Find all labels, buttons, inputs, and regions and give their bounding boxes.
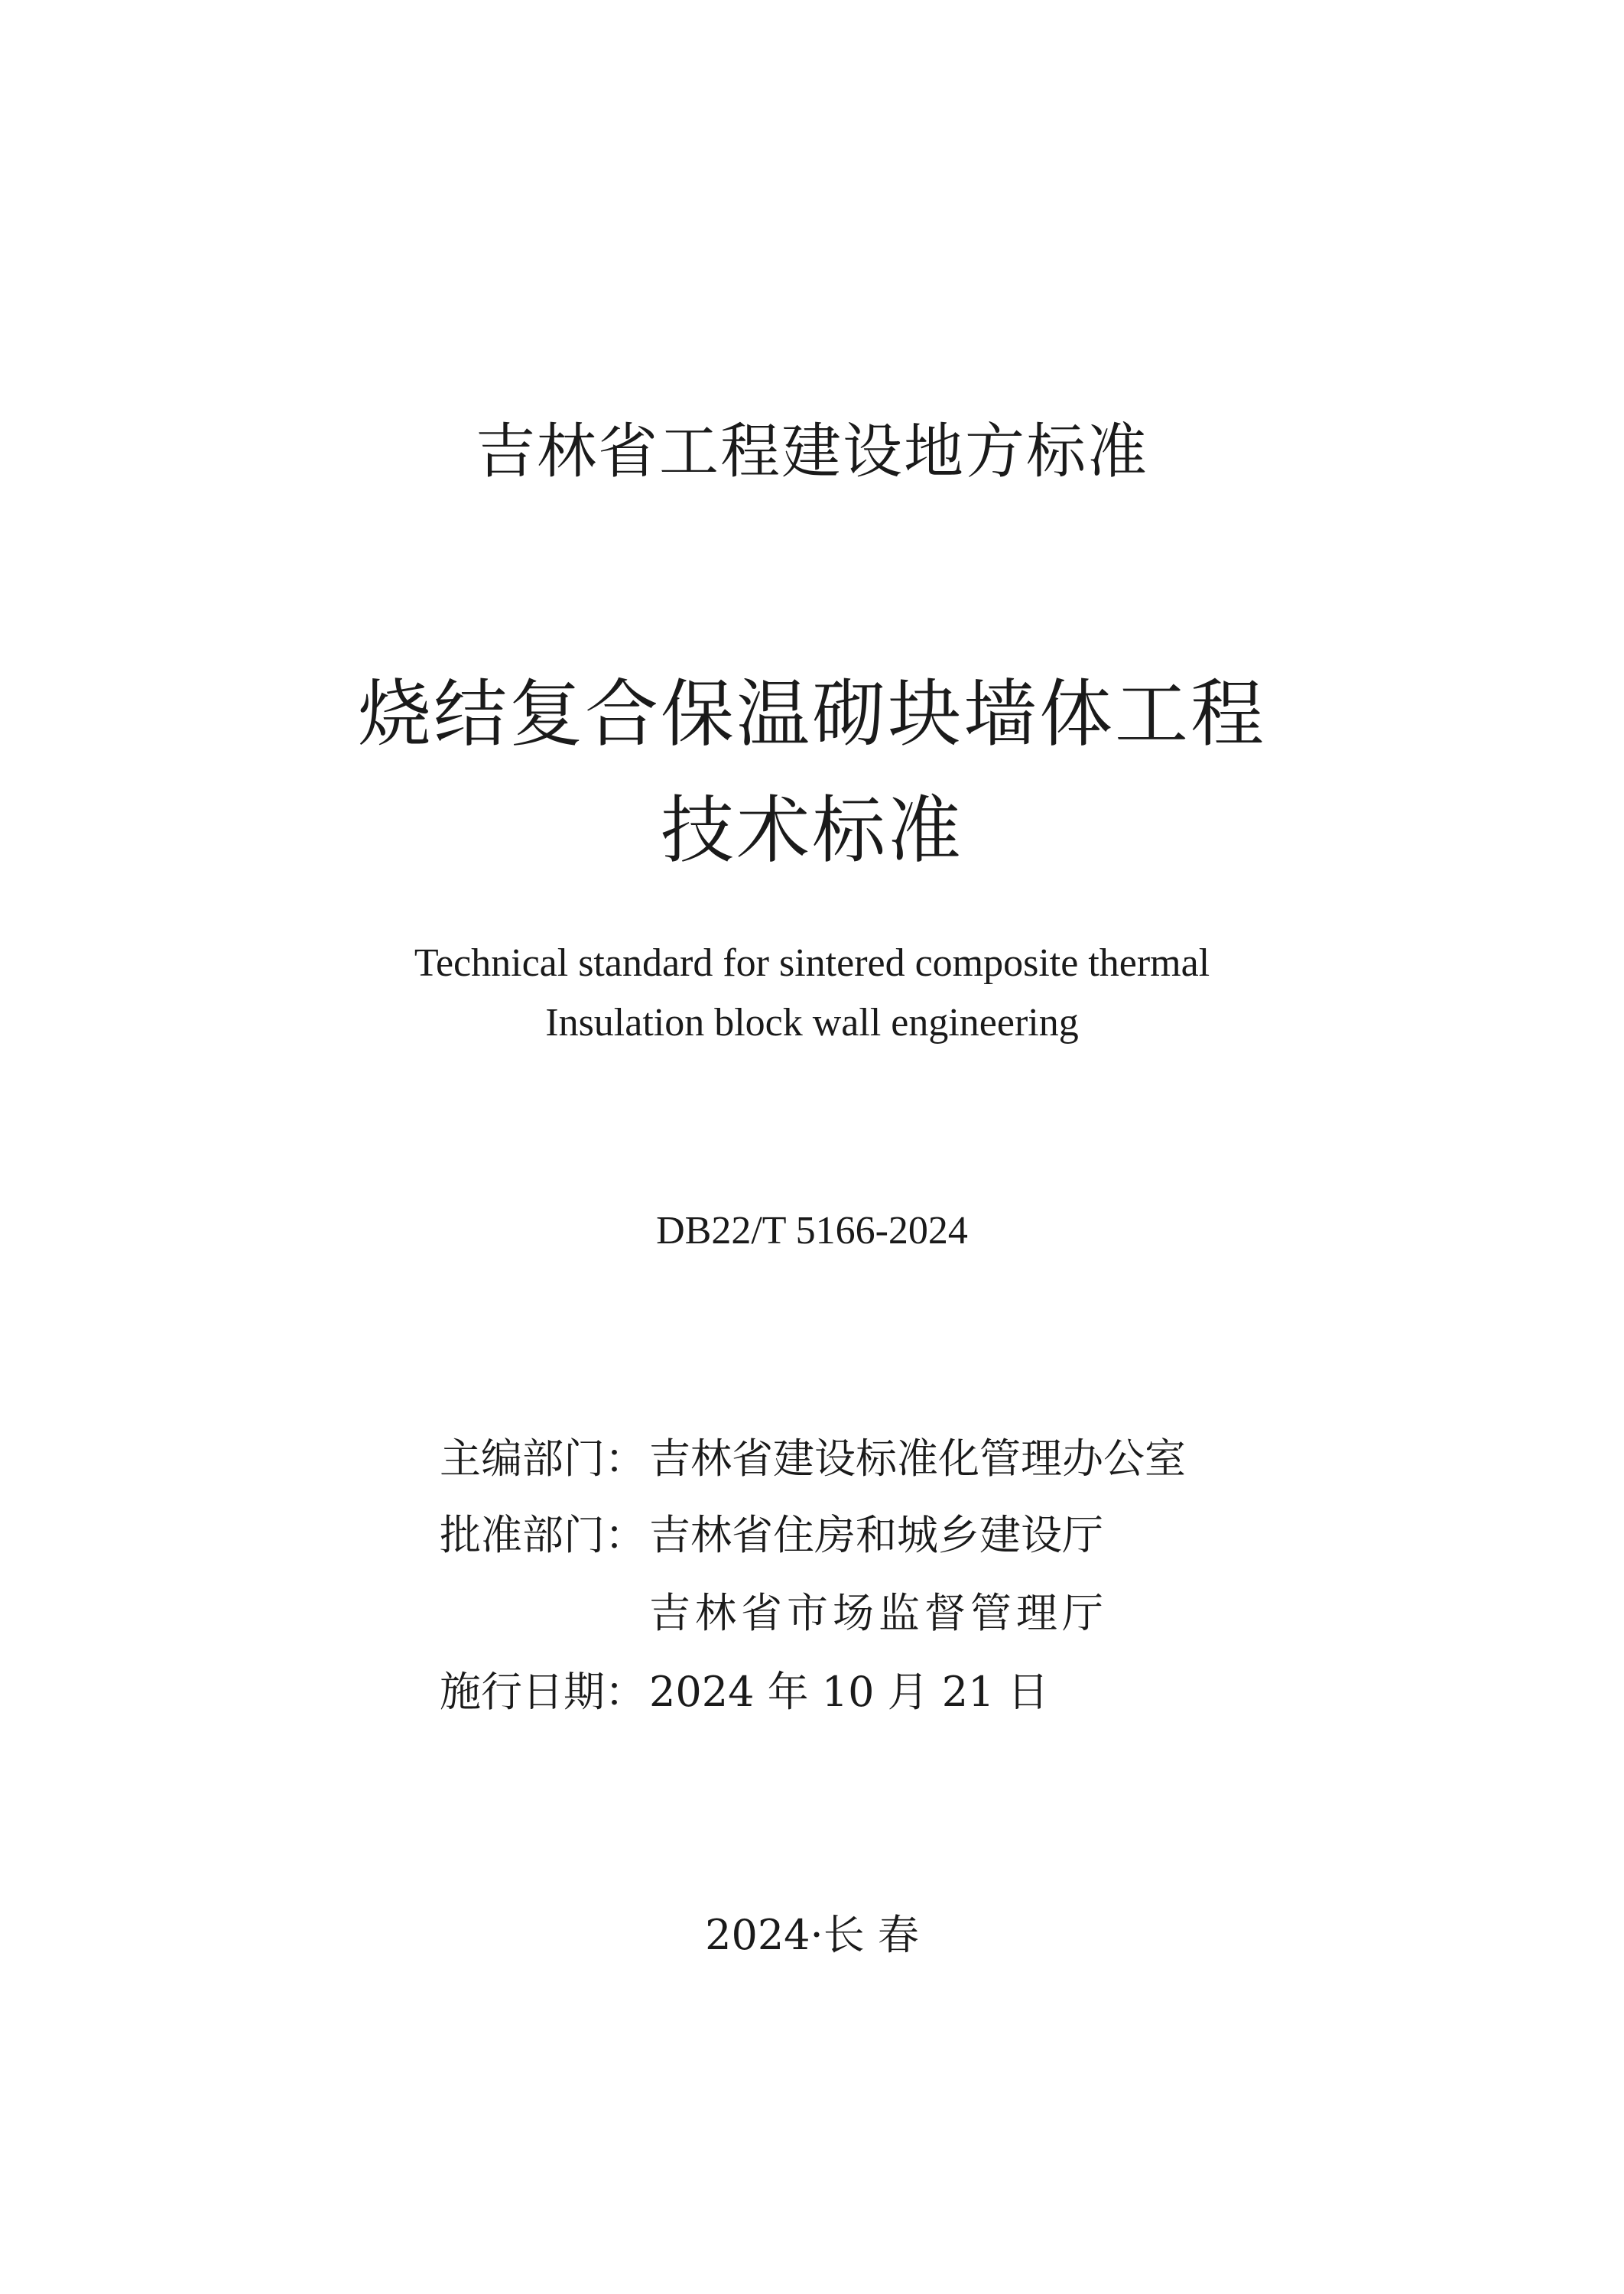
approver-row-2 xyxy=(649,1581,1108,1639)
effective-date-row xyxy=(440,1659,1049,1718)
approver-value-1: 吉林省住房和城乡建设厅 xyxy=(649,1511,1103,1559)
editor-label: 主编部门： xyxy=(440,1435,646,1483)
effective-date-value: 2024 年 10 月 21 日 xyxy=(649,1668,1049,1716)
standard-series-heading: 吉林省工程建设地方标准 xyxy=(475,418,1148,486)
publication-imprint: 2024·长 春 xyxy=(705,1911,919,1959)
approver-row xyxy=(440,1503,1103,1561)
english-title-line-2: Insulation block wall engineering xyxy=(545,1001,1079,1045)
document-title-line-1: 烧结复合保温砌块墙体工程 xyxy=(358,671,1266,757)
english-title-line-1: Technical standard for sintered composite thermal xyxy=(414,941,1210,985)
editor-value: 吉林省建设标准化管理办公室 xyxy=(649,1435,1186,1483)
editor-row xyxy=(440,1426,1186,1485)
approver-label: 批准部门： xyxy=(440,1511,646,1559)
effective-date-label: 施行日期： xyxy=(440,1668,646,1716)
approver-value-2: 吉林省市场监督管理厅 xyxy=(649,1589,1108,1637)
document-title-line-2: 技术标准 xyxy=(661,788,963,873)
standard-code: DB22/T 5166-2024 xyxy=(656,1209,968,1253)
